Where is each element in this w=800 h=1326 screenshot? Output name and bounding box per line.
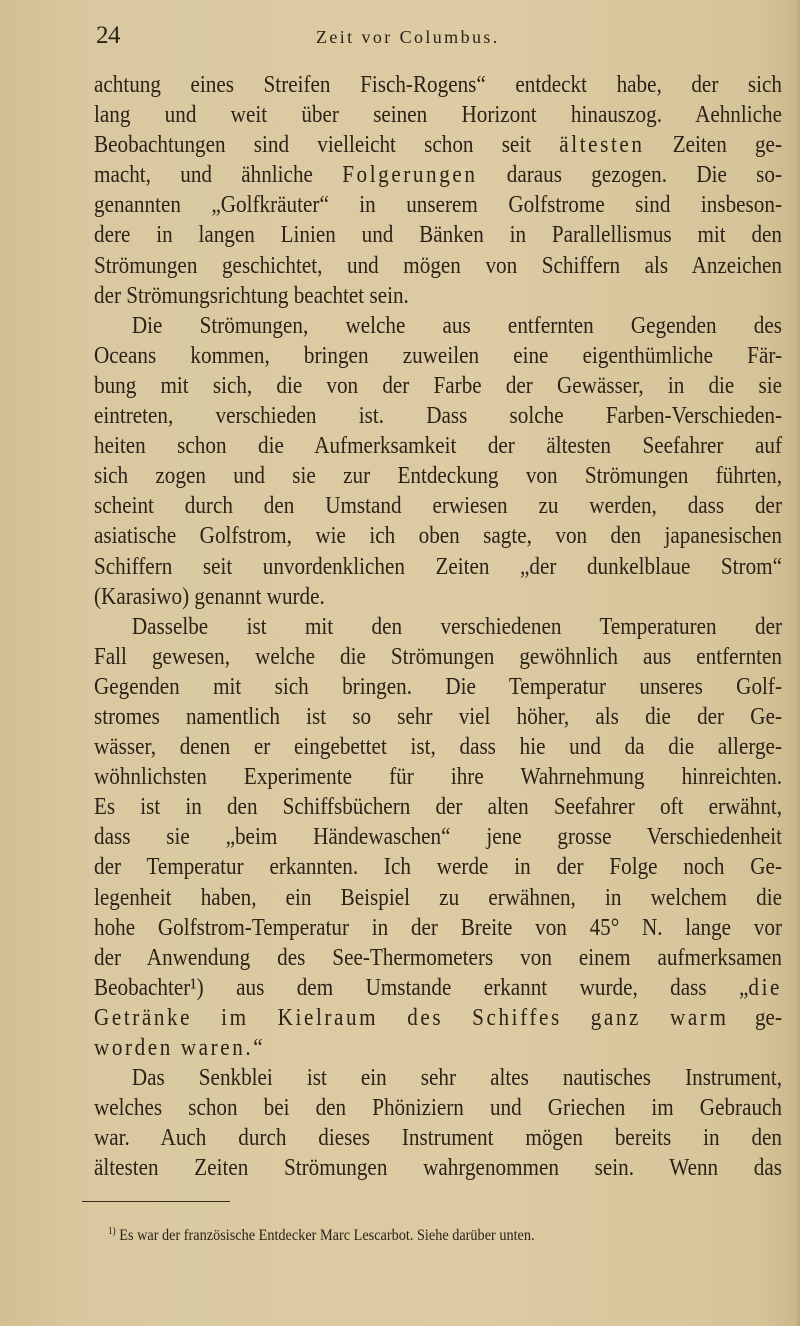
text-segment: stromes namentlich ist so sehr viel höher, als die der Ge-: [94, 702, 782, 730]
text-segment: wässer, denen er eingebettet ist, dass hie und da die allerge-: [94, 733, 782, 761]
text-segment: daraus gezogen. Die so-: [477, 161, 782, 189]
spaced-emphasis: ältesten: [559, 131, 645, 159]
text-segment: “: [253, 1034, 263, 1061]
text-line: [94, 100, 782, 130]
footnote-marker: 1): [108, 1226, 116, 1237]
text-line: [94, 642, 782, 672]
text-line: [94, 943, 782, 973]
text-segment: Oceans kommen, bringen zuweilen eine eigenthümliche Fär-: [94, 341, 782, 369]
text-segment: Beobachtungen sind vielleicht schon seit: [94, 131, 560, 159]
text-line: [94, 1003, 782, 1033]
text-line: [94, 251, 782, 281]
spaced-emphasis: Folgerungen: [342, 161, 478, 189]
text-line: [94, 70, 782, 100]
text-line: [94, 371, 782, 401]
text-segment: wöhnlichsten Experimente für ihre Wahrnehmung hinreichten.: [94, 763, 782, 791]
text-segment: asiatische Golfstrom, wie ich oben sagte, von den japanesischen: [94, 522, 782, 550]
text-segment: Die Strömungen, welche aus entfernten Gegenden des: [131, 311, 783, 339]
text-line: [94, 461, 782, 491]
text-segment: scheint durch den Umstand erwiesen zu werden, dass der: [94, 492, 782, 520]
paragraph: [94, 70, 782, 311]
text-segment: Strömungen geschichtet, und mögen von Schiffern als Anzeichen: [94, 251, 782, 279]
text-line: [94, 1153, 782, 1183]
text-line: [94, 341, 782, 371]
text-line: [94, 1033, 782, 1063]
text-line: [94, 521, 782, 551]
spaced-emphasis: Getränke im Kielraum des Schiffes ganz warm: [94, 1003, 729, 1031]
text-segment: Dasselbe ist mit den verschiedenen Temperaturen der: [131, 612, 783, 640]
text-line: [94, 973, 782, 1003]
text-line: [94, 160, 782, 190]
text-segment: genannten „Golfkräuter“ in unserem Golfstrome sind insbeson-: [94, 191, 782, 219]
text-line: [94, 491, 782, 521]
text-segment: dere in langen Linien und Bänken in Parallellismus mit den: [94, 221, 782, 249]
text-segment: ge-: [728, 1003, 782, 1031]
text-segment: bung mit sich, die von der Farbe der Gewässer, in die sie: [94, 371, 782, 399]
text-line: [94, 852, 782, 882]
spaced-emphasis: die: [748, 973, 782, 1001]
text-segment: ältesten Zeiten Strömungen wahrgenommen sein. Wenn das: [94, 1154, 782, 1182]
text-segment: Fall gewesen, welche die Strömungen gewöhnlich aus entfernten: [94, 642, 782, 670]
text-segment: dass sie „beim Händewaschen“ jene grosse Verschiedenheit: [94, 823, 782, 851]
footnote-text: Es war der französische Entdecker Marc Lescarbot. Siehe darüber unten.: [119, 1227, 535, 1245]
text-segment: Zeiten ge-: [644, 131, 782, 159]
text-line: [94, 732, 782, 762]
text-line: [94, 792, 782, 822]
text-segment: Gegenden mit sich bringen. Die Temperatur unseres Golf-: [94, 672, 782, 700]
text-line: [94, 552, 782, 582]
text-line: [94, 582, 782, 612]
footnote-divider: [82, 1201, 230, 1202]
page-number: 24: [96, 22, 120, 49]
page-edge: [794, 0, 800, 1326]
text-line: [94, 883, 782, 913]
text-line: [94, 220, 782, 250]
footnote: [108, 1222, 535, 1246]
text-line: [94, 822, 782, 852]
text-line: [94, 1063, 782, 1093]
spaced-emphasis: worden waren.: [94, 1034, 254, 1061]
paragraph: [94, 311, 782, 612]
text-segment: (Karasiwo) genannt wurde.: [94, 582, 325, 610]
text-line: [94, 431, 782, 461]
text-segment: achtung eines Streifen Fisch-Rogens“ entdeckt habe, der sich: [94, 71, 782, 98]
text-segment: der Strömungsrichtung beachtet sein.: [94, 281, 409, 309]
text-line: [94, 401, 782, 431]
paragraph: [94, 612, 782, 1063]
text-line: [94, 1123, 782, 1153]
text-segment: Das Senkblei ist ein sehr altes nautisches Instrument,: [131, 1064, 783, 1092]
text-segment: Beobachter¹) aus dem Umstande erkannt wurde, dass „: [94, 973, 749, 1001]
text-segment: sich zogen und sie zur Entdeckung von Strömungen führten,: [94, 462, 782, 490]
text-segment: war. Auch durch dieses Instrument mögen bereits in den: [94, 1124, 782, 1152]
text-line: [94, 702, 782, 732]
body-text: [94, 70, 782, 1183]
text-segment: Schiffern seit unvordenklichen Zeiten „der dunkelblaue Strom“: [94, 552, 782, 580]
text-segment: legenheit haben, ein Beispiel zu erwähnen, in welchem die: [94, 883, 782, 911]
text-segment: der Temperatur erkannten. Ich werde in der Folge noch Ge-: [94, 853, 782, 881]
text-segment: hohe Golfstrom-Temperatur in der Breite von 45° N. lange vor: [94, 913, 782, 941]
page-header: [96, 22, 776, 54]
paragraph: [94, 1063, 782, 1183]
text-line: [94, 311, 782, 341]
text-segment: macht, und ähnliche: [94, 161, 343, 189]
text-line: [94, 672, 782, 702]
text-segment: welches schon bei den Phöniziern und Griechen im Gebrauch: [94, 1094, 782, 1122]
text-line: [94, 281, 782, 311]
text-line: [94, 130, 782, 160]
text-line: [94, 190, 782, 220]
text-segment: heiten schon die Aufmerksamkeit der ältesten Seefahrer auf: [94, 432, 782, 460]
text-segment: der Anwendung des See-Thermometers von einem aufmerksamen: [94, 943, 782, 971]
text-line: [94, 913, 782, 943]
text-segment: eintreten, verschieden ist. Dass solche Farben-Verschieden-: [94, 402, 782, 430]
text-segment: Es ist in den Schiffsbüchern der alten Seefahrer oft erwähnt,: [94, 793, 782, 821]
text-segment: lang und weit über seinen Horizont hinauszog. Aehnliche: [94, 101, 782, 129]
text-line: [94, 762, 782, 792]
text-line: [94, 612, 782, 642]
running-title: Zeit vor Columbus.: [316, 27, 500, 47]
text-line: [94, 1093, 782, 1123]
